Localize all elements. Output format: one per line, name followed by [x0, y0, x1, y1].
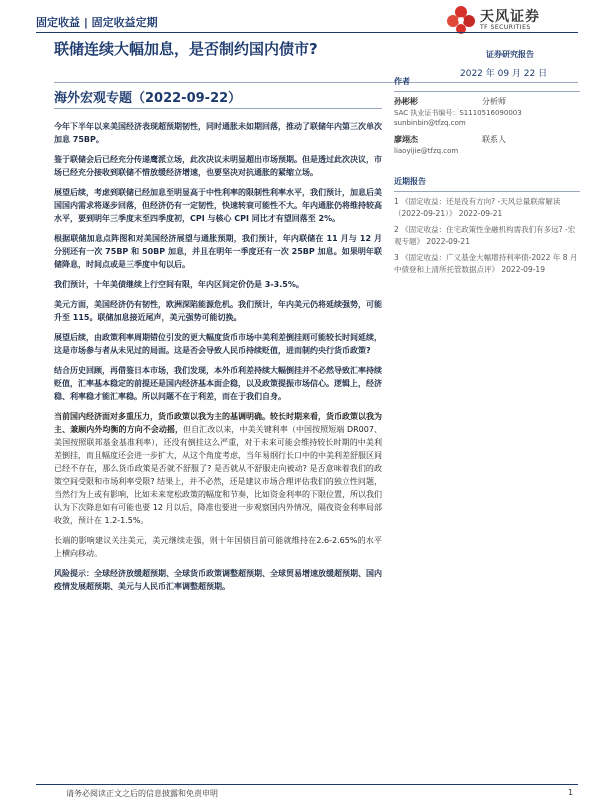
- author-email[interactable]: liaoyijie@tfzq.com: [394, 147, 459, 155]
- report-type: 证券研究报告: [486, 50, 534, 59]
- page-number: 1: [568, 788, 574, 797]
- footer-divider: [36, 784, 578, 785]
- author-block: [394, 96, 580, 128]
- subtitle-divider: [54, 108, 382, 109]
- body-paragraph: [54, 534, 382, 560]
- paragraph-lead: 长端的影响建议关注美元，美元继续走强，则十年国债目前可能就维持在: [54, 536, 317, 545]
- related-report[interactable]: 1 《固定收益：还是没有方向? -天风总量联席解读（2022-09-21）》 2022-09-21: [394, 197, 561, 218]
- paragraph-text: 但自汇改以来，中美关键利率（中国按照短端 DR007、美国按照联邦基金基准利率），还没有倒挂这么严重，对于未来可能会维持较长时期的中美利差倒挂，而且幅度还会进一步扩大，从这个角度考虑，当年易纲行长口中的中美利差舒服区间已经不存在，那么货币政策是否就不舒服了? 是否就从不舒服走向被动? 是否意味着我们的政策空间受限和市场利率受限? 结果上，并不必然，还是建议市场合理评估我们的独立性问题，当然行为上或有影响，比如未来宽松政策的幅度和节奏，比如资金利率的下限位置，所以我们认为下次降息如有可能也要 12 月以后，降准也要进一步观察国内外情况，隔夜资金利率局部收敛，预计在 1.2-1.5%。: [54, 425, 383, 525]
- author-role: 分析师: [482, 97, 506, 106]
- authors-heading: 作者: [394, 77, 410, 86]
- report-body: [54, 120, 382, 600]
- body-paragraph: 鉴于联储会后已经充分传递鹰派立场，此次决议未明显超出市场预期。但是透过此次决议，市场已经充分接收到联储不惜放缓经济增速，也要坚决对抗通胀的紧缩立场。: [54, 155, 382, 177]
- tianfeng-flower-logo-icon: [446, 5, 476, 35]
- header-category: 固定收益 | 固定收益定期: [36, 16, 158, 29]
- header-divider: [36, 32, 578, 33]
- paragraph-text: 2.6-2.65%的水平上横向移动。: [54, 536, 382, 558]
- body-paragraph: 今年下半年以来美国经济表现超预期韧性，同时通胀未如期回落，推动了联储年内第三次单次加息 75BP。: [54, 122, 382, 144]
- author-email[interactable]: sunbinbin@tfzq.com: [394, 119, 466, 127]
- brand-name-en: TF SECURITIES: [480, 24, 531, 31]
- brand-name-cn: 天风证券: [480, 9, 540, 25]
- body-paragraph: 展望后续，由政策利率周期错位引发的更大幅度货币市场中美利差倒挂则可能较长时间延续，这是市场参与者从未见过的局面。这是否会导致人民币持续贬值，进而制约央行货币政策?: [54, 333, 382, 355]
- report-subtitle: 海外宏观专题（2022-09-22）: [54, 91, 242, 106]
- author-cert: SAC 执业证书编号：S1110516090003: [394, 109, 522, 117]
- paragraph-lead: 当前国内经济面对多重压力，货币政策以我为主的基调明确。较长时期来看，货币政策以我为主、兼顾内外均衡的方向不会动摇，: [54, 412, 382, 434]
- sidebar: [394, 76, 580, 280]
- risk-warning: 风险提示：全球经济放缓超预期、全球货币政策调整超预期、全球贸易增速放缓超预期、国内疫情发展超预期、美元与人民币汇率调整超预期。: [54, 569, 382, 591]
- body-paragraph: 结合历史回顾，再借鉴日本市场，我们发现，本外币利差持续大幅倒挂并不必然导致汇率持续贬值，汇率基本稳定的前提还是国内经济基本面企稳，以及政策提振市场信心。逻辑上，经济稳、利率稳才能汇率稳。所以问题不在于利差，而在于我们自身。: [54, 366, 382, 401]
- author-name: 孙彬彬: [394, 97, 418, 106]
- body-paragraph: 我们预计，十年美债继续上行空间有限，年内区间定价仍是 3-3.5%。: [54, 280, 304, 289]
- related-report[interactable]: 2 《固定收益：住宅政策性金融机构需我们有多远? -宏观专题》 2022-09-21: [394, 225, 576, 246]
- body-paragraph: 根据联储加息点阵图和对美国经济展望与通胀预期，我们预计，年内联储在 11 月与 12 月分别还有一次 75BP 和 50BP 加息，并且在明年一季度还有一次 25BP 加息。如果明年联储降息，时间点或是三季度中旬以后。: [54, 234, 382, 269]
- body-paragraph: 美元方面，美国经济仍有韧性，欧洲深陷能源危机。我们预计，年内美元仍将延续强势，可能升至 115。联储加息接近尾声，美元强势可能切换。: [54, 300, 382, 322]
- report-title: 联储连续大幅加息，是否制约国内债市?: [54, 40, 318, 58]
- footer-disclaimer: 请务必阅读正文之后的信息披露和免责申明: [66, 789, 218, 798]
- related-report[interactable]: 3 《固定收益：广义基金大幅增持利率债-2022 年 8 月中债登和上清所托管数据点评》 2022-09-19: [394, 253, 578, 274]
- related-heading: 近期报告: [394, 177, 426, 186]
- related-divider: [394, 191, 580, 192]
- body-paragraph: [54, 410, 382, 527]
- author-block: [394, 134, 580, 156]
- author-name: 廖翊杰: [394, 135, 418, 144]
- authors-divider: [394, 91, 580, 92]
- body-paragraph: 展望后续，考虑到联储已经加息至明显高于中性利率的限制性利率水平，我们预计，加息后美国国内需求将逐步回落，但经济仍有一定韧性，快速转衰可能性不大。年内通胀仍将维持较高水平，要到明年三季度末至四季度初，CPI 与核心 CPI 同比才有望回落至 2%。: [54, 188, 382, 223]
- report-date: 2022 年 09 月 22 日: [460, 69, 548, 79]
- author-role: 联系人: [482, 135, 506, 144]
